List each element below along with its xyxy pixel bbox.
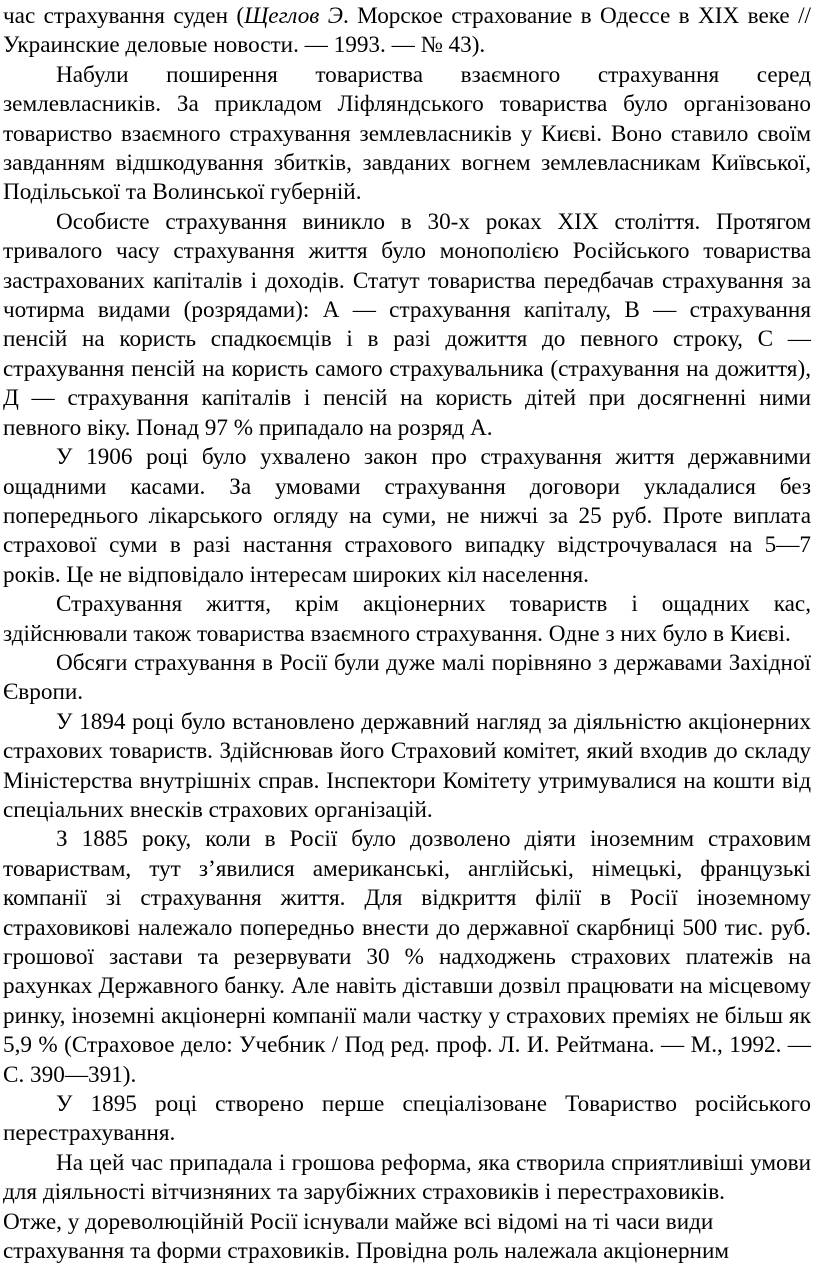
paragraph-mutual-insurance-landowners: Набули поширення товариства взаємного страхування серед землевласників. За прикладом Ліфляндського товариства було організовано товариство взаємного страхування землевласників у Києві. Воно ставило своїм завданням відшкодування збитків, завданих вогнем землевласникам Київської, Подільської та Волинської губерній. — [3, 61, 811, 206]
paragraph-citation-continuation — [3, 2, 811, 61]
paragraph-conclusion: Отже, у дореволюційній Росії існували майже всі відомі на ті часи види страхування та форми страховиків. Провідна роль належала акціонерним — [3, 1208, 730, 1265]
text-fragment: . Морское страхование в Одессе в XIX веке // Украинские деловые новости. — 1993. — № 43). — [3, 3, 811, 59]
paragraph-1895-reinsurance: У 1895 році створено перше спеціалізоване Товариство російського перестрахування. — [3, 1091, 811, 1147]
paragraph-mutual-life-insurance: Страхування життя, крім акціонерних товариств і ощадних кас, здійснювали також товариства взаємного страхування. Одне з них було в Києві. — [3, 591, 811, 647]
paragraph-monetary-reform: На цей час припадала і грошова реформа, яка створила сприятливіші умови для діяльності вітчизняних та зарубіжних страховиків і перестраховиків. — [3, 1149, 811, 1206]
paragraph-1885-foreign-insurers: З 1885 року, коли в Росії було дозволено діяти іноземним страховим товариствам, тут з’явилися американські, англійські, німецькі, французькі компанії зі страхування життя. Для відкриття філії в Росії іноземному страховикові належало попередньо внести до державної скарбниці 500 тис. руб. грошової застави та резервувати 30 % надходжень страхових платежів на рахунках Державного банку. Але навіть діставши дозвіл працювати на місцевому ринку, іноземні акціонерні компанії мали частку у страхових преміях не більш як 5,9 % (Страховое дело: Учебник / Под ред. проф. Л. И. Рейтмана. — М., 1992. — С. 390—391). — [3, 826, 811, 1088]
document-page — [3, 2, 811, 1266]
paragraph-1906-life-insurance-law: У 1906 році було ухвалено закон про страхування життя державними ощадними касами. За умовами страхування договори укладалися без попереднього лікарського огляду на суми, не нижчі за 25 руб. Проте виплата страхової суми в разі настання страхового випадку відстрочувалася на 5—7 років. Це не відповідало інтересам широких кіл населення. — [3, 444, 811, 588]
paragraph-insurance-volumes: Обсяги страхування в Росії були дуже малі порівняно з державами Західної Європи. — [3, 649, 811, 706]
paragraph-personal-insurance-origins: Особисте страхування виникло в 30-х роках XIX століття. Протягом тривалого часу страхування життя було монополією Російського товариства застрахованих капіталів і доходів. Статут товариства передбачав страхування за чотирма видами (розрядами): А — страхування капіталу, В — страхування пенсій на користь спадкоємців і в разі дожиття до певного строку, С — страхування пенсій на користь самого страхувальника (страхування на дожиття), Д — страхування капіталів і пенсій на користь дітей при досягненні ними певного віку. Понад 97 % припадало на розряд А. — [3, 208, 811, 441]
text-fragment: час страхування суден ( — [3, 3, 245, 29]
italic-author: Щеглов Э — [244, 3, 343, 29]
paragraph-1894-state-supervision: У 1894 році було встановлено державний нагляд за діяльністю акціонерних страхових товариств. Здійснював його Страховий комітет, який входив до складу Міністерства внутрішніх справ. Інспектори Комітету утримувалися на кошти від спеціальних внесків страхових організацій. — [3, 708, 811, 823]
